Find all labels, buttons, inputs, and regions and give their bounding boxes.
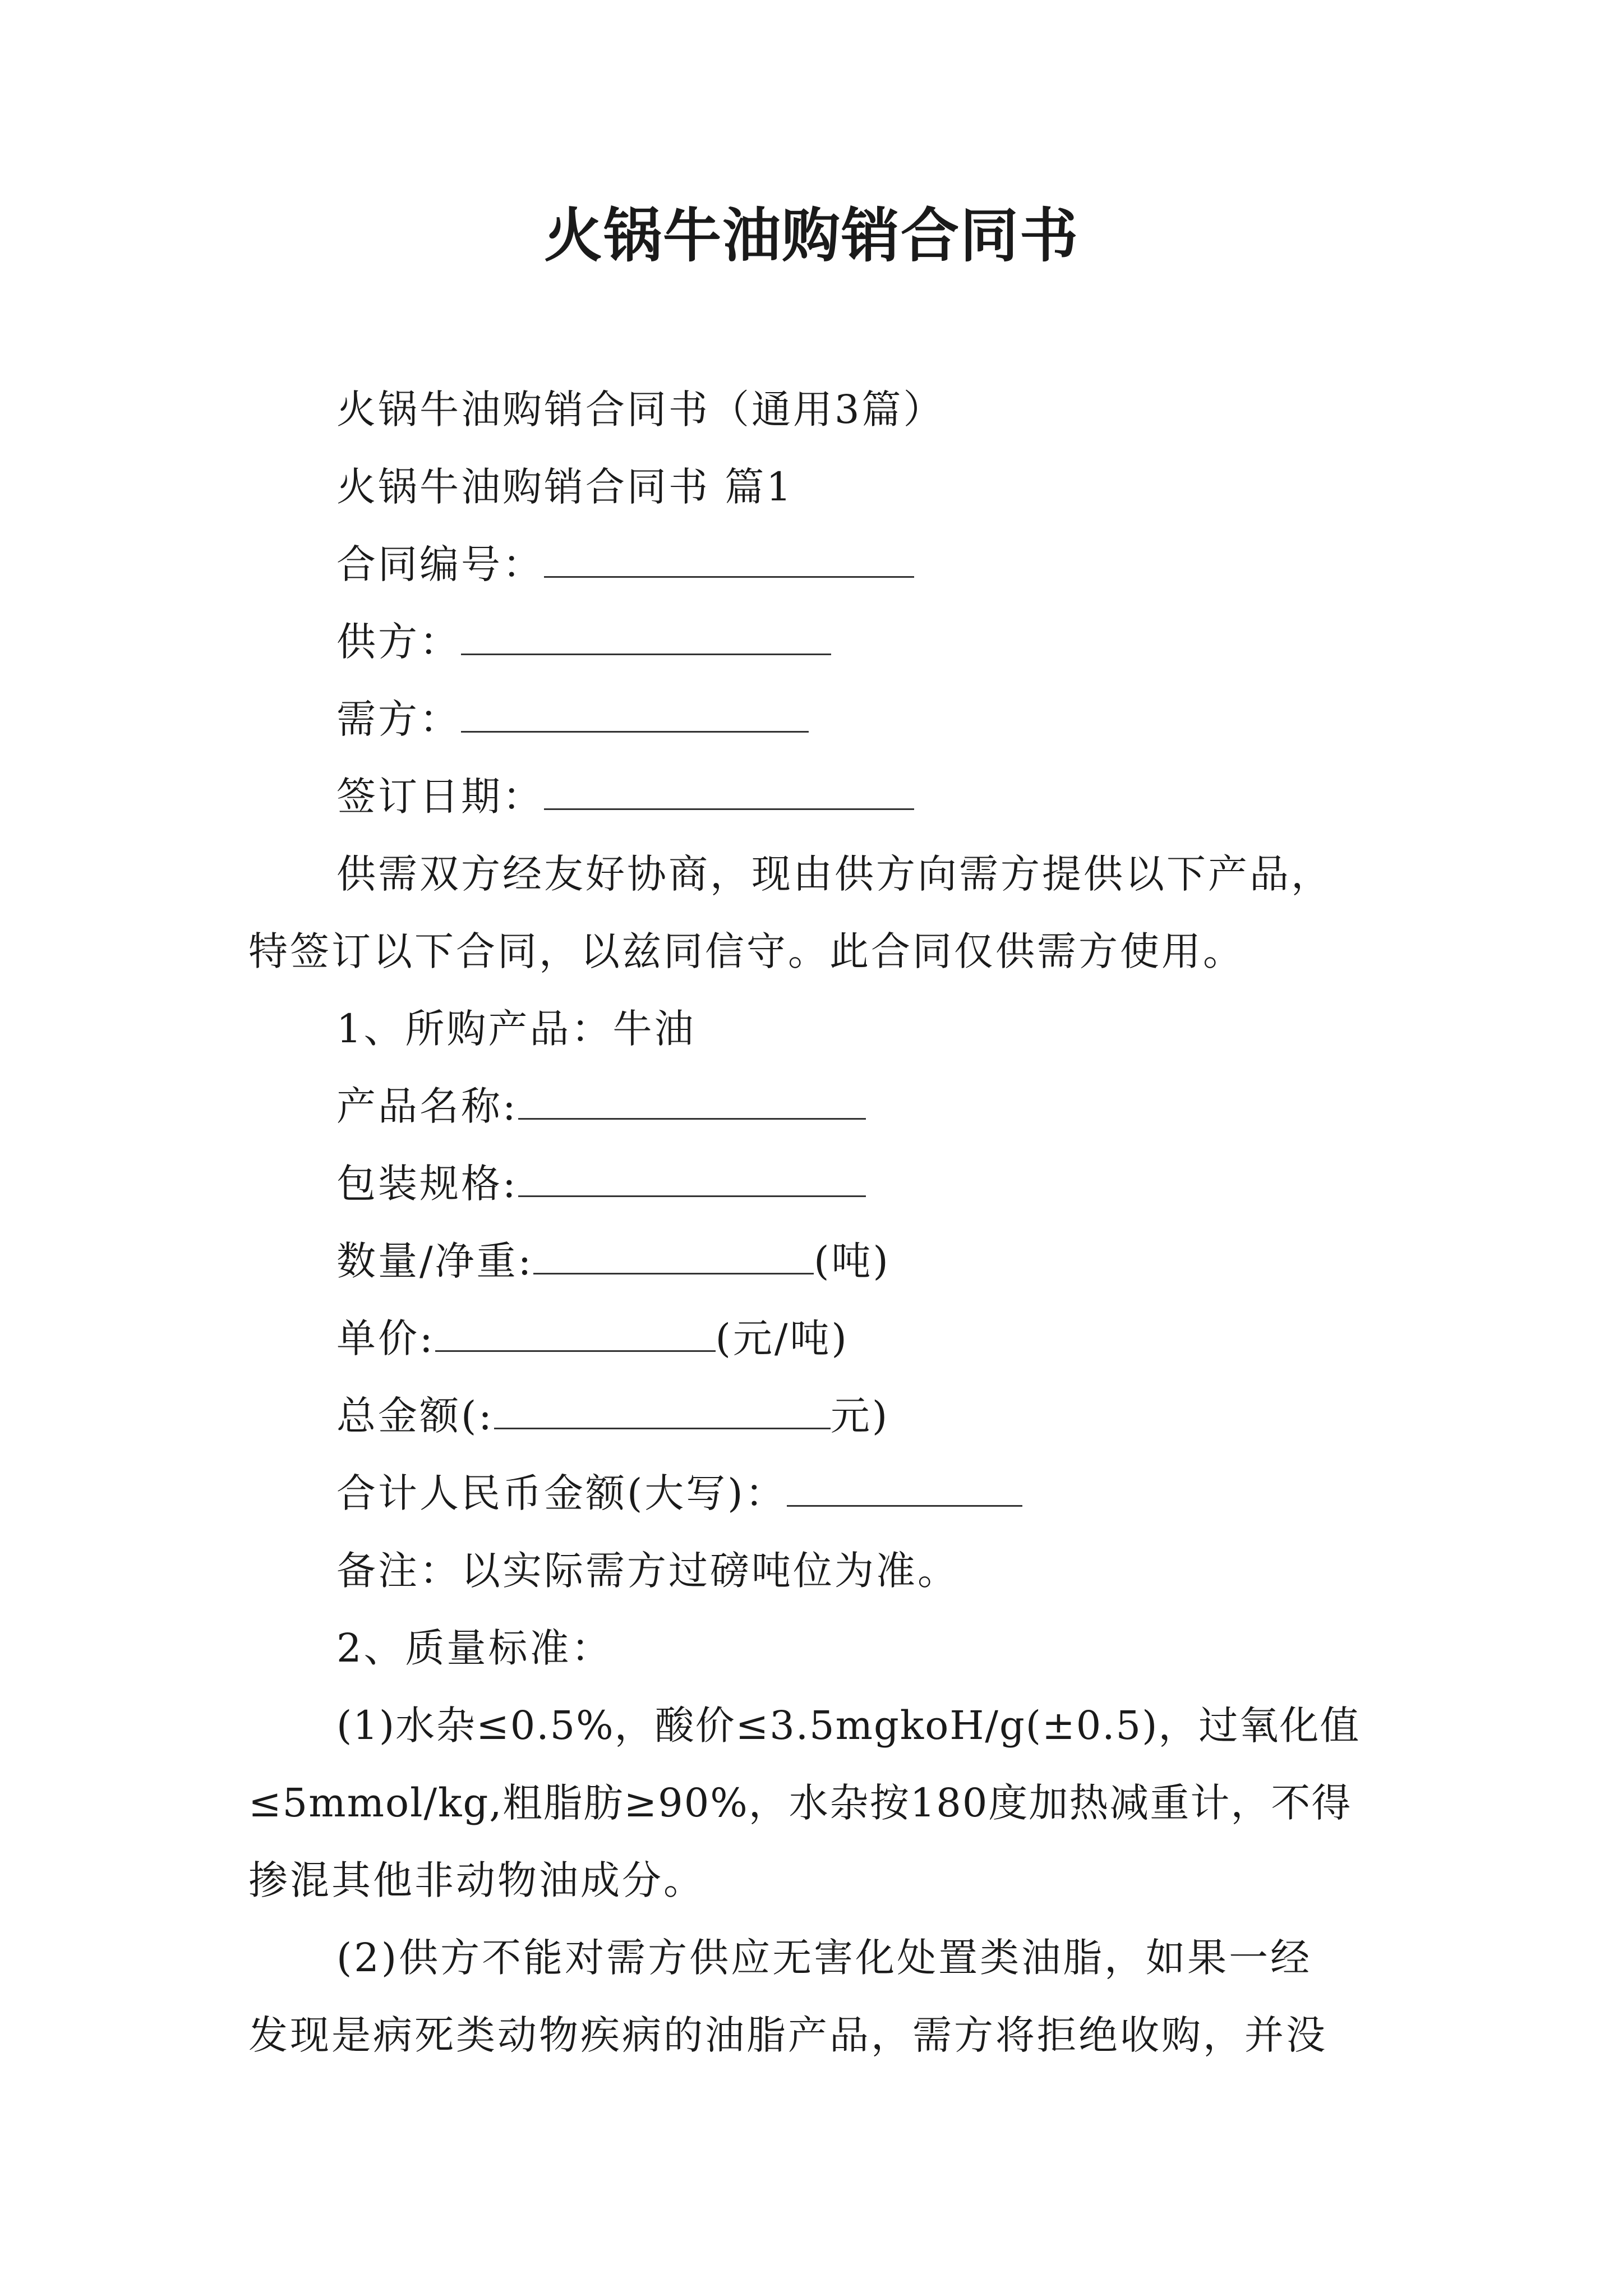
- quality-clause-1-line-2: ≤5mmol/kg,粗脂肪≥90%，水杂按180度加热减重计，不得: [248, 1780, 1352, 1826]
- document-subtitle: 火锅牛油购销合同书（通用3篇）: [336, 386, 945, 432]
- product-name-blank: [518, 1083, 866, 1120]
- supplier-label: 供方：: [336, 619, 461, 665]
- contract-number-blank: [544, 541, 914, 578]
- total-rmb-label: 合计人民币金额(大写)：: [336, 1470, 787, 1516]
- quantity-row: [336, 1233, 891, 1289]
- contract-number-row: [336, 536, 914, 592]
- total-rmb-row: [336, 1465, 1022, 1521]
- unit-price-row: [336, 1310, 849, 1366]
- item1-heading: 1、所购产品：牛油: [336, 1006, 696, 1052]
- product-name-row: [336, 1078, 866, 1134]
- packaging-row: [336, 1156, 866, 1212]
- quality-clause-1-line-1: (1)水杂≤0.5%，酸价≤3.5mgkoH/g(±0.5)，过氧化值: [336, 1703, 1361, 1749]
- buyer-blank: [461, 696, 809, 733]
- quality-clause-1-line-3: 掺混其他非动物油成分。: [248, 1857, 705, 1903]
- item2-heading: 2、质量标准：: [336, 1625, 613, 1671]
- remark: 备注：以实际需方过磅吨位为准。: [336, 1548, 959, 1594]
- buyer-row: [336, 691, 809, 747]
- quality-clause-2-line-1: (2)供方不能对需方供应无害化处置类油脂，如果一经: [336, 1935, 1312, 1981]
- quantity-unit: (吨): [814, 1238, 891, 1284]
- intro-paragraph-line-2: 特签订以下合同，以兹同信守。此合同仅供需方使用。: [248, 928, 1244, 974]
- intro-paragraph-line-1: 供需双方经友好协商，现由供方向需方提供以下产品，: [336, 851, 1332, 897]
- unit-price-unit: (元/吨): [715, 1315, 849, 1361]
- total-rmb-blank: [787, 1470, 1022, 1507]
- contract-number-label: 合同编号：: [336, 541, 544, 587]
- buyer-label: 需方：: [336, 696, 461, 742]
- packaging-label: 包装规格:: [336, 1161, 518, 1207]
- quality-clause-2-line-2: 发现是病死类动物疾病的油脂产品，需方将拒绝收购，并没: [248, 2012, 1327, 2058]
- sign-date-label: 签订日期：: [336, 774, 544, 820]
- supplier-blank: [461, 619, 831, 655]
- total-amount-label: 总金额(:: [336, 1393, 494, 1439]
- unit-price-blank: [435, 1315, 716, 1352]
- sign-date-blank: [544, 774, 914, 810]
- total-amount-unit: 元): [830, 1393, 890, 1439]
- document-title: 火锅牛油购销合同书: [543, 201, 1079, 270]
- product-name-label: 产品名称:: [336, 1083, 518, 1129]
- quantity-label: 数量/净重:: [336, 1238, 534, 1284]
- total-amount-row: [336, 1388, 889, 1444]
- sign-date-row: [336, 769, 914, 825]
- packaging-blank: [518, 1161, 866, 1197]
- supplier-row: [336, 614, 831, 670]
- quantity-blank: [533, 1238, 814, 1274]
- unit-price-label: 单价:: [336, 1315, 435, 1361]
- total-amount-blank: [494, 1393, 831, 1429]
- section-heading: 火锅牛油购销合同书 篇1: [336, 464, 794, 510]
